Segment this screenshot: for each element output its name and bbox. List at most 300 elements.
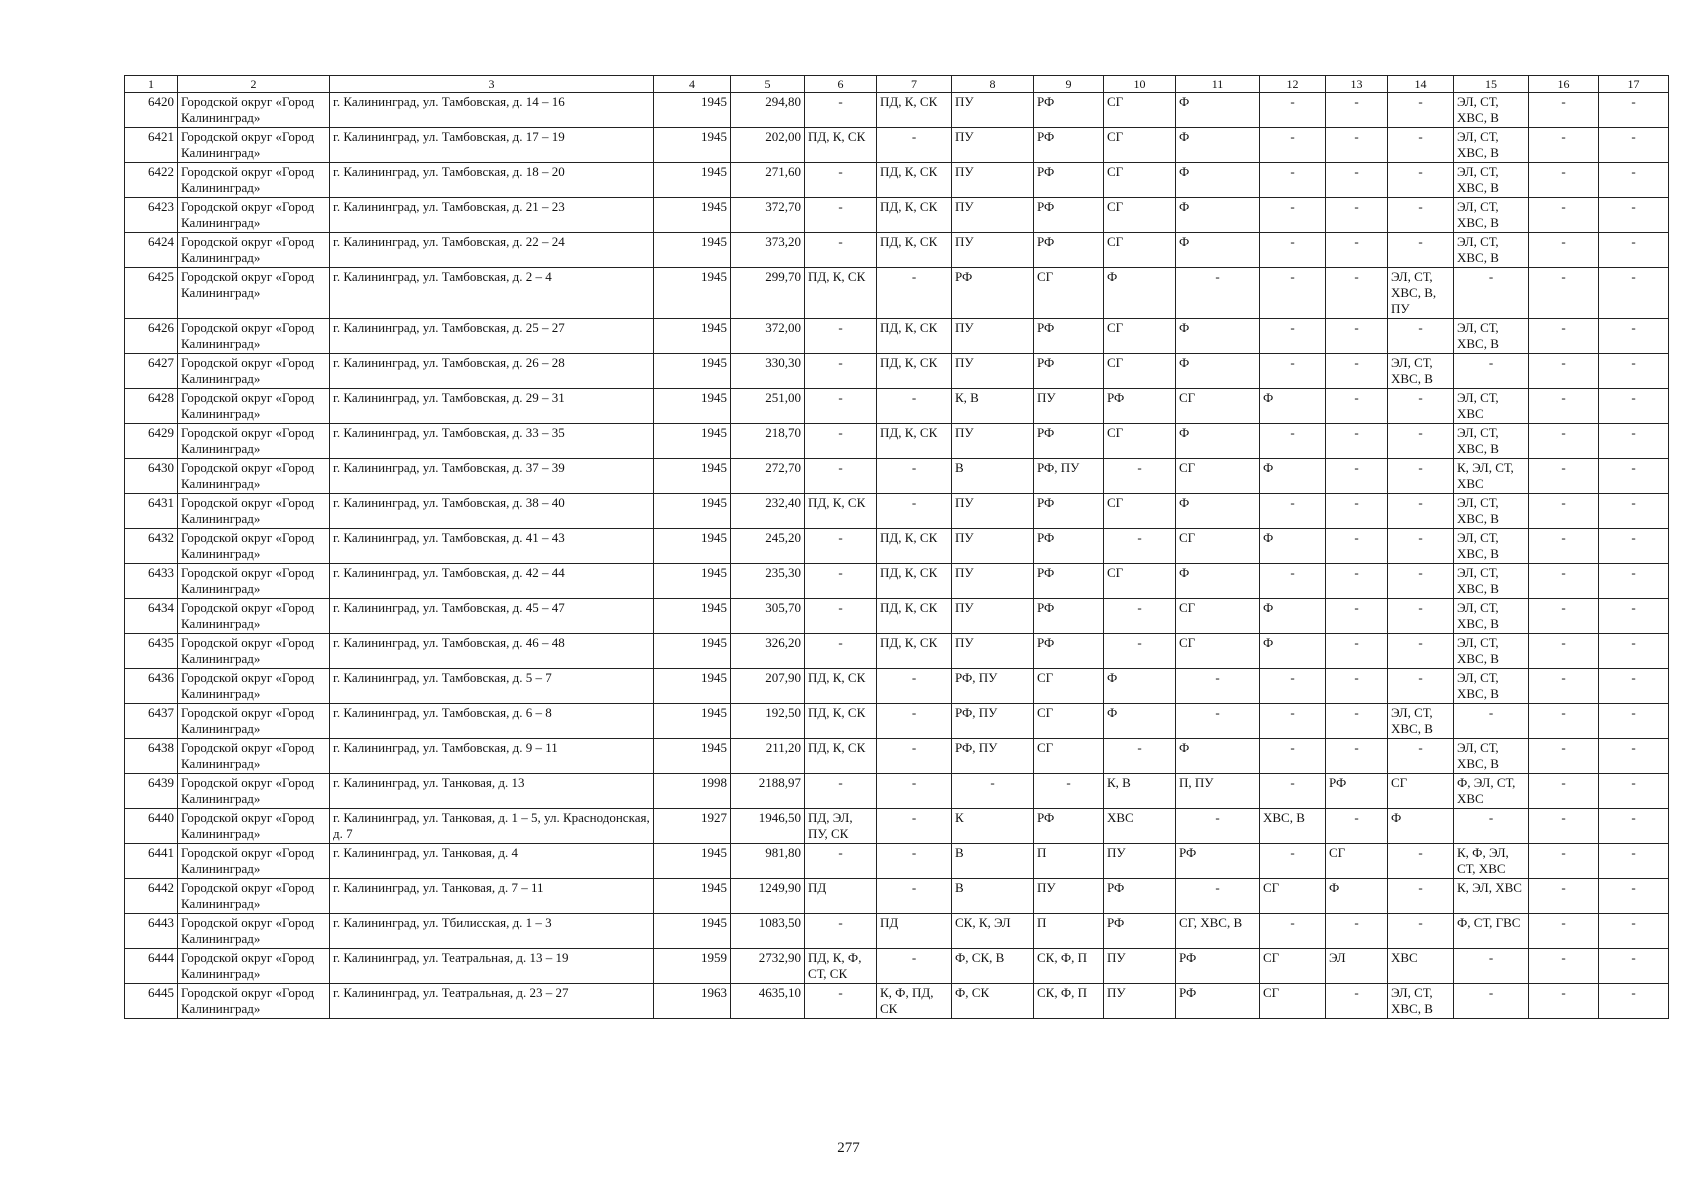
table-cell-col15: К, Ф, ЭЛ, СТ, ХВС: [1454, 844, 1529, 879]
table-cell-col2: Городской округ «Город Калининград»: [178, 424, 330, 459]
table-cell-col5: 372,00: [731, 319, 805, 354]
table-cell-col7: ПД, К, СК: [877, 599, 952, 634]
table-cell-col6: -: [805, 634, 877, 669]
table-cell-col12: -: [1260, 268, 1326, 319]
table-cell-col8: К, В: [952, 389, 1034, 424]
table-cell-col6: ПД, К, Ф, СТ, СК: [805, 949, 877, 984]
table-cell-col3: г. Калининград, ул. Театральная, д. 13 – 19: [330, 949, 654, 984]
table-cell-col10: К, В: [1104, 774, 1176, 809]
table-cell-col13: -: [1326, 459, 1388, 494]
table-cell-col11: РФ: [1176, 949, 1260, 984]
table-row: [125, 634, 1669, 669]
table-cell-col13: -: [1326, 319, 1388, 354]
table-cell-col13: СГ: [1326, 844, 1388, 879]
table-row: [125, 198, 1669, 233]
table-cell-col14: -: [1388, 163, 1454, 198]
table-cell-col6: -: [805, 599, 877, 634]
table-cell-col16: -: [1529, 739, 1599, 774]
table-cell-col5: 245,20: [731, 529, 805, 564]
table-cell-col3: г. Калининград, ул. Тамбовская, д. 33 – 35: [330, 424, 654, 459]
table-cell-col17: -: [1599, 634, 1669, 669]
table-cell-col3: г. Калининград, ул. Тамбовская, д. 42 – 44: [330, 564, 654, 599]
table-row: [125, 774, 1669, 809]
table-cell-col7: ПД, К, СК: [877, 354, 952, 389]
table-cell-col8: ПУ: [952, 319, 1034, 354]
table-cell-col7: -: [877, 809, 952, 844]
table-row: [125, 389, 1669, 424]
table-cell-col16: -: [1529, 494, 1599, 529]
table-cell-col12: -: [1260, 844, 1326, 879]
table-cell-col14: -: [1388, 128, 1454, 163]
table-cell-col11: Ф: [1176, 233, 1260, 268]
table-cell-col2: Городской округ «Город Калининград»: [178, 233, 330, 268]
table-row: [125, 319, 1669, 354]
table-cell-col15: Ф, СТ, ГВС: [1454, 914, 1529, 949]
table-row: [125, 599, 1669, 634]
table-cell-col9: РФ: [1034, 634, 1104, 669]
table-cell-col10: -: [1104, 529, 1176, 564]
table-cell-col12: -: [1260, 494, 1326, 529]
table-cell-col5: 373,20: [731, 233, 805, 268]
table-cell-col7: -: [877, 268, 952, 319]
table-cell-col8: ПУ: [952, 494, 1034, 529]
table-cell-col6: -: [805, 389, 877, 424]
table-cell-col17: -: [1599, 128, 1669, 163]
table-cell-col14: -: [1388, 739, 1454, 774]
table-cell-col11: Ф: [1176, 354, 1260, 389]
table-cell-col2: Городской округ «Город Калининград»: [178, 634, 330, 669]
table-cell-col13: -: [1326, 354, 1388, 389]
table-cell-col4: 1945: [654, 844, 731, 879]
table-cell-col14: -: [1388, 93, 1454, 128]
table-cell-col2: Городской округ «Город Калининград»: [178, 198, 330, 233]
table-cell-col2: Городской округ «Город Калининград»: [178, 564, 330, 599]
table-cell-col9: РФ: [1034, 128, 1104, 163]
table-cell-col12: -: [1260, 774, 1326, 809]
table-cell-col12: -: [1260, 914, 1326, 949]
table-cell-col12: СГ: [1260, 949, 1326, 984]
table-row: [125, 93, 1669, 128]
table-cell-col12: -: [1260, 198, 1326, 233]
table-cell-col14: -: [1388, 529, 1454, 564]
table-cell-col17: -: [1599, 669, 1669, 704]
table-cell-col8: ПУ: [952, 564, 1034, 599]
table-cell-col14: Ф: [1388, 809, 1454, 844]
table-cell-col1: 6439: [125, 774, 178, 809]
table-cell-col16: -: [1529, 233, 1599, 268]
table-cell-col16: -: [1529, 459, 1599, 494]
table-cell-col11: РФ: [1176, 844, 1260, 879]
table-cell-col6: ПД, К, СК: [805, 739, 877, 774]
table-cell-col15: Ф, ЭЛ, СТ, ХВС: [1454, 774, 1529, 809]
table-cell-col3: г. Калининград, ул. Тамбовская, д. 38 – 40: [330, 494, 654, 529]
table-cell-col4: 1945: [654, 914, 731, 949]
table-cell-col3: г. Калининград, ул. Тамбовская, д. 26 – 28: [330, 354, 654, 389]
table-cell-col9: СГ: [1034, 669, 1104, 704]
table-cell-col1: 6423: [125, 198, 178, 233]
table-cell-col15: ЭЛ, СТ, ХВС, В: [1454, 739, 1529, 774]
table-cell-col8: СК, К, ЭЛ: [952, 914, 1034, 949]
table-cell-col16: -: [1529, 949, 1599, 984]
table-cell-col15: ЭЛ, СТ, ХВС: [1454, 389, 1529, 424]
table-cell-col3: г. Калининград, ул. Тамбовская, д. 29 – 31: [330, 389, 654, 424]
table-cell-col2: Городской округ «Город Калининград»: [178, 739, 330, 774]
table-cell-col15: -: [1454, 354, 1529, 389]
table-cell-col2: Городской округ «Город Калининград»: [178, 809, 330, 844]
table-cell-col1: 6435: [125, 634, 178, 669]
housing-register-table: [124, 75, 1669, 1019]
table-cell-col10: Ф: [1104, 268, 1176, 319]
table-cell-col10: СГ: [1104, 198, 1176, 233]
table-cell-col8: В: [952, 879, 1034, 914]
table-cell-col14: -: [1388, 198, 1454, 233]
table-cell-col9: РФ: [1034, 354, 1104, 389]
table-cell-col10: -: [1104, 599, 1176, 634]
table-cell-col7: -: [877, 739, 952, 774]
table-cell-col5: 294,80: [731, 93, 805, 128]
table-cell-col14: -: [1388, 494, 1454, 529]
table-cell-col12: -: [1260, 163, 1326, 198]
table-cell-col11: -: [1176, 879, 1260, 914]
table-cell-col16: -: [1529, 163, 1599, 198]
table-cell-col7: -: [877, 704, 952, 739]
table-cell-col13: -: [1326, 669, 1388, 704]
column-header-13: 13: [1326, 76, 1388, 93]
table-cell-col7: -: [877, 669, 952, 704]
table-cell-col6: -: [805, 564, 877, 599]
table-cell-col8: В: [952, 459, 1034, 494]
table-cell-col6: -: [805, 163, 877, 198]
table-cell-col16: -: [1529, 669, 1599, 704]
table-cell-col5: 202,00: [731, 128, 805, 163]
table-cell-col14: -: [1388, 233, 1454, 268]
table-cell-col10: СГ: [1104, 319, 1176, 354]
table-cell-col5: 235,30: [731, 564, 805, 599]
table-cell-col12: ХВС, В: [1260, 809, 1326, 844]
table-cell-col2: Городской округ «Город Калининград»: [178, 354, 330, 389]
table-row: [125, 163, 1669, 198]
table-cell-col9: -: [1034, 774, 1104, 809]
table-cell-col1: 6429: [125, 424, 178, 459]
table-cell-col14: -: [1388, 599, 1454, 634]
table-cell-col16: -: [1529, 529, 1599, 564]
table-cell-col11: Ф: [1176, 128, 1260, 163]
table-cell-col16: -: [1529, 389, 1599, 424]
table-cell-col1: 6442: [125, 879, 178, 914]
table-cell-col1: 6441: [125, 844, 178, 879]
table-cell-col9: ПУ: [1034, 879, 1104, 914]
table-cell-col1: 6421: [125, 128, 178, 163]
table-cell-col7: ПД, К, СК: [877, 529, 952, 564]
table-cell-col14: -: [1388, 564, 1454, 599]
table-cell-col2: Городской округ «Город Калининград»: [178, 268, 330, 319]
table-cell-col14: -: [1388, 389, 1454, 424]
table-cell-col9: П: [1034, 914, 1104, 949]
table-cell-col1: 6444: [125, 949, 178, 984]
table-cell-col1: 6427: [125, 354, 178, 389]
table-cell-col5: 1083,50: [731, 914, 805, 949]
table-cell-col6: -: [805, 198, 877, 233]
table-cell-col1: 6422: [125, 163, 178, 198]
table-cell-col9: СГ: [1034, 268, 1104, 319]
table-cell-col2: Городской округ «Город Калининград»: [178, 494, 330, 529]
table-cell-col17: -: [1599, 424, 1669, 459]
table-cell-col17: -: [1599, 389, 1669, 424]
table-cell-col5: 372,70: [731, 198, 805, 233]
table-cell-col7: -: [877, 879, 952, 914]
column-header-17: 17: [1599, 76, 1669, 93]
table-cell-col1: 6438: [125, 739, 178, 774]
table-cell-col7: ПД, К, СК: [877, 93, 952, 128]
table-cell-col17: -: [1599, 529, 1669, 564]
table-cell-col15: -: [1454, 268, 1529, 319]
table-row: [125, 879, 1669, 914]
table-cell-col15: ЭЛ, СТ, ХВС, В: [1454, 669, 1529, 704]
table-cell-col6: ПД, ЭЛ, ПУ, СК: [805, 809, 877, 844]
table-cell-col17: -: [1599, 809, 1669, 844]
table-cell-col14: -: [1388, 914, 1454, 949]
table-cell-col13: -: [1326, 634, 1388, 669]
table-cell-col11: П, ПУ: [1176, 774, 1260, 809]
table-cell-col11: -: [1176, 268, 1260, 319]
table-cell-col7: ПД, К, СК: [877, 634, 952, 669]
table-cell-col2: Городской округ «Город Калининград»: [178, 128, 330, 163]
table-cell-col5: 1249,90: [731, 879, 805, 914]
table-cell-col16: -: [1529, 319, 1599, 354]
column-header-7: 7: [877, 76, 952, 93]
column-header-15: 15: [1454, 76, 1529, 93]
table-cell-col8: РФ, ПУ: [952, 704, 1034, 739]
table-cell-col11: Ф: [1176, 198, 1260, 233]
table-cell-col15: К, ЭЛ, ХВС: [1454, 879, 1529, 914]
column-header-10: 10: [1104, 76, 1176, 93]
table-cell-col10: Ф: [1104, 669, 1176, 704]
table-cell-col14: ЭЛ, СТ, ХВС, В: [1388, 354, 1454, 389]
table-cell-col3: г. Калининград, ул. Тамбовская, д. 5 – 7: [330, 669, 654, 704]
table-cell-col10: ПУ: [1104, 844, 1176, 879]
table-cell-col4: 1945: [654, 704, 731, 739]
table-cell-col4: 1945: [654, 354, 731, 389]
table-cell-col4: 1945: [654, 879, 731, 914]
column-header-9: 9: [1034, 76, 1104, 93]
table-cell-col7: ПД: [877, 914, 952, 949]
table-cell-col8: В: [952, 844, 1034, 879]
table-cell-col13: -: [1326, 198, 1388, 233]
column-header-14: 14: [1388, 76, 1454, 93]
table-cell-col6: ПД, К, СК: [805, 669, 877, 704]
table-cell-col3: г. Калининград, ул. Тамбовская, д. 18 – 20: [330, 163, 654, 198]
table-cell-col7: ПД, К, СК: [877, 424, 952, 459]
table-cell-col8: ПУ: [952, 198, 1034, 233]
table-cell-col5: 4635,10: [731, 984, 805, 1019]
table-cell-col4: 1945: [654, 494, 731, 529]
table-cell-col5: 326,20: [731, 634, 805, 669]
table-row: [125, 354, 1669, 389]
table-cell-col4: 1945: [654, 564, 731, 599]
table-cell-col9: СК, Ф, П: [1034, 949, 1104, 984]
table-cell-col1: 6440: [125, 809, 178, 844]
table-cell-col11: СГ: [1176, 634, 1260, 669]
table-cell-col13: -: [1326, 984, 1388, 1019]
table-cell-col12: Ф: [1260, 599, 1326, 634]
table-cell-col9: РФ: [1034, 424, 1104, 459]
table-cell-col16: -: [1529, 984, 1599, 1019]
table-cell-col14: -: [1388, 669, 1454, 704]
table-cell-col9: РФ: [1034, 599, 1104, 634]
table-cell-col17: -: [1599, 774, 1669, 809]
table-cell-col10: РФ: [1104, 914, 1176, 949]
table-cell-col10: СГ: [1104, 128, 1176, 163]
table-cell-col9: СК, Ф, П: [1034, 984, 1104, 1019]
table-cell-col5: 232,40: [731, 494, 805, 529]
table-cell-col17: -: [1599, 704, 1669, 739]
table-cell-col7: -: [877, 494, 952, 529]
table-cell-col5: 218,70: [731, 424, 805, 459]
table-cell-col4: 1945: [654, 93, 731, 128]
table-cell-col10: ПУ: [1104, 949, 1176, 984]
table-cell-col15: ЭЛ, СТ, ХВС, В: [1454, 163, 1529, 198]
table-cell-col17: -: [1599, 268, 1669, 319]
table-cell-col13: -: [1326, 564, 1388, 599]
table-cell-col5: 2732,90: [731, 949, 805, 984]
table-cell-col13: -: [1326, 163, 1388, 198]
table-cell-col15: ЭЛ, СТ, ХВС, В: [1454, 233, 1529, 268]
table-cell-col3: г. Калининград, ул. Танковая, д. 7 – 11: [330, 879, 654, 914]
table-cell-col3: г. Калининград, ул. Тамбовская, д. 21 – 23: [330, 198, 654, 233]
table-cell-col10: СГ: [1104, 93, 1176, 128]
table-cell-col10: СГ: [1104, 354, 1176, 389]
table-cell-col15: ЭЛ, СТ, ХВС, В: [1454, 564, 1529, 599]
table-cell-col9: РФ: [1034, 198, 1104, 233]
table-cell-col16: -: [1529, 599, 1599, 634]
table-cell-col9: П: [1034, 844, 1104, 879]
table-cell-col4: 1945: [654, 669, 731, 704]
table-cell-col2: Городской округ «Город Калининград»: [178, 599, 330, 634]
column-header-5: 5: [731, 76, 805, 93]
table-cell-col11: СГ: [1176, 459, 1260, 494]
table-cell-col7: ПД, К, СК: [877, 233, 952, 268]
column-header-11: 11: [1176, 76, 1260, 93]
table-cell-col4: 1945: [654, 529, 731, 564]
table-cell-col8: ПУ: [952, 634, 1034, 669]
table-cell-col1: 6420: [125, 93, 178, 128]
table-cell-col11: Ф: [1176, 93, 1260, 128]
table-cell-col1: 6434: [125, 599, 178, 634]
table-cell-col6: ПД, К, СК: [805, 704, 877, 739]
table-cell-col4: 1927: [654, 809, 731, 844]
table-cell-col6: ПД, К, СК: [805, 494, 877, 529]
table-cell-col12: -: [1260, 669, 1326, 704]
table-cell-col5: 192,50: [731, 704, 805, 739]
column-header-3: 3: [330, 76, 654, 93]
table-cell-col12: -: [1260, 704, 1326, 739]
table-cell-col12: СГ: [1260, 984, 1326, 1019]
table-cell-col6: -: [805, 354, 877, 389]
table-cell-col13: -: [1326, 809, 1388, 844]
table-cell-col16: -: [1529, 128, 1599, 163]
table-cell-col3: г. Калининград, ул. Тамбовская, д. 41 – 43: [330, 529, 654, 564]
table-cell-col11: Ф: [1176, 163, 1260, 198]
table-header: [125, 76, 1669, 93]
table-cell-col10: СГ: [1104, 424, 1176, 459]
table-cell-col5: 299,70: [731, 268, 805, 319]
table-cell-col14: ЭЛ, СТ, ХВС, В, ПУ: [1388, 268, 1454, 319]
table-cell-col14: -: [1388, 844, 1454, 879]
table-cell-col11: Ф: [1176, 739, 1260, 774]
table-cell-col8: ПУ: [952, 354, 1034, 389]
column-header-16: 16: [1529, 76, 1599, 93]
column-header-4: 4: [654, 76, 731, 93]
table-cell-col16: -: [1529, 634, 1599, 669]
table-cell-col2: Городской округ «Город Калининград»: [178, 704, 330, 739]
table-cell-col2: Городской округ «Город Калининград»: [178, 879, 330, 914]
table-row: [125, 494, 1669, 529]
table-cell-col3: г. Калининград, ул. Тамбовская, д. 37 – 39: [330, 459, 654, 494]
table-cell-col4: 1945: [654, 128, 731, 163]
column-number-row: [125, 76, 1669, 93]
table-cell-col17: -: [1599, 163, 1669, 198]
table-cell-col4: 1945: [654, 389, 731, 424]
table-cell-col5: 330,30: [731, 354, 805, 389]
table-cell-col5: 305,70: [731, 599, 805, 634]
table-cell-col7: -: [877, 844, 952, 879]
table-cell-col1: 6433: [125, 564, 178, 599]
table-cell-col6: -: [805, 319, 877, 354]
table-cell-col7: ПД, К, СК: [877, 319, 952, 354]
table-cell-col13: -: [1326, 389, 1388, 424]
table-cell-col10: СГ: [1104, 163, 1176, 198]
table-cell-col3: г. Калининград, ул. Тамбовская, д. 22 – 24: [330, 233, 654, 268]
table-row: [125, 739, 1669, 774]
table-cell-col2: Городской округ «Город Калининград»: [178, 774, 330, 809]
table-cell-col10: -: [1104, 459, 1176, 494]
table-cell-col17: -: [1599, 914, 1669, 949]
table-cell-col9: СГ: [1034, 704, 1104, 739]
table-cell-col8: РФ: [952, 268, 1034, 319]
table-cell-col3: г. Калининград, ул. Тамбовская, д. 25 – 27: [330, 319, 654, 354]
table-cell-col10: СГ: [1104, 233, 1176, 268]
table-cell-col4: 1945: [654, 599, 731, 634]
table-cell-col9: РФ: [1034, 319, 1104, 354]
table-cell-col6: -: [805, 424, 877, 459]
table-cell-col6: ПД, К, СК: [805, 268, 877, 319]
table-cell-col3: г. Калининград, ул. Тамбовская, д. 6 – 8: [330, 704, 654, 739]
table-cell-col1: 6432: [125, 529, 178, 564]
table-cell-col3: г. Калининград, ул. Тамбовская, д. 17 – 19: [330, 128, 654, 163]
table-row: [125, 128, 1669, 163]
table-cell-col2: Городской округ «Город Калининград»: [178, 389, 330, 424]
table-cell-col8: -: [952, 774, 1034, 809]
table-cell-col8: ПУ: [952, 128, 1034, 163]
table-cell-col4: 1945: [654, 319, 731, 354]
table-cell-col6: -: [805, 774, 877, 809]
table-cell-col6: ПД, К, СК: [805, 128, 877, 163]
table-cell-col4: 1998: [654, 774, 731, 809]
column-header-2: 2: [178, 76, 330, 93]
table-cell-col16: -: [1529, 564, 1599, 599]
table-cell-col8: Ф, СК: [952, 984, 1034, 1019]
table-cell-col5: 1946,50: [731, 809, 805, 844]
table-row: [125, 564, 1669, 599]
table-cell-col12: -: [1260, 564, 1326, 599]
table-cell-col10: -: [1104, 739, 1176, 774]
table-cell-col15: ЭЛ, СТ, ХВС, В: [1454, 494, 1529, 529]
table-cell-col12: -: [1260, 354, 1326, 389]
table-cell-col12: -: [1260, 739, 1326, 774]
table-cell-col8: ПУ: [952, 163, 1034, 198]
table-cell-col5: 251,00: [731, 389, 805, 424]
table-cell-col4: 1945: [654, 634, 731, 669]
